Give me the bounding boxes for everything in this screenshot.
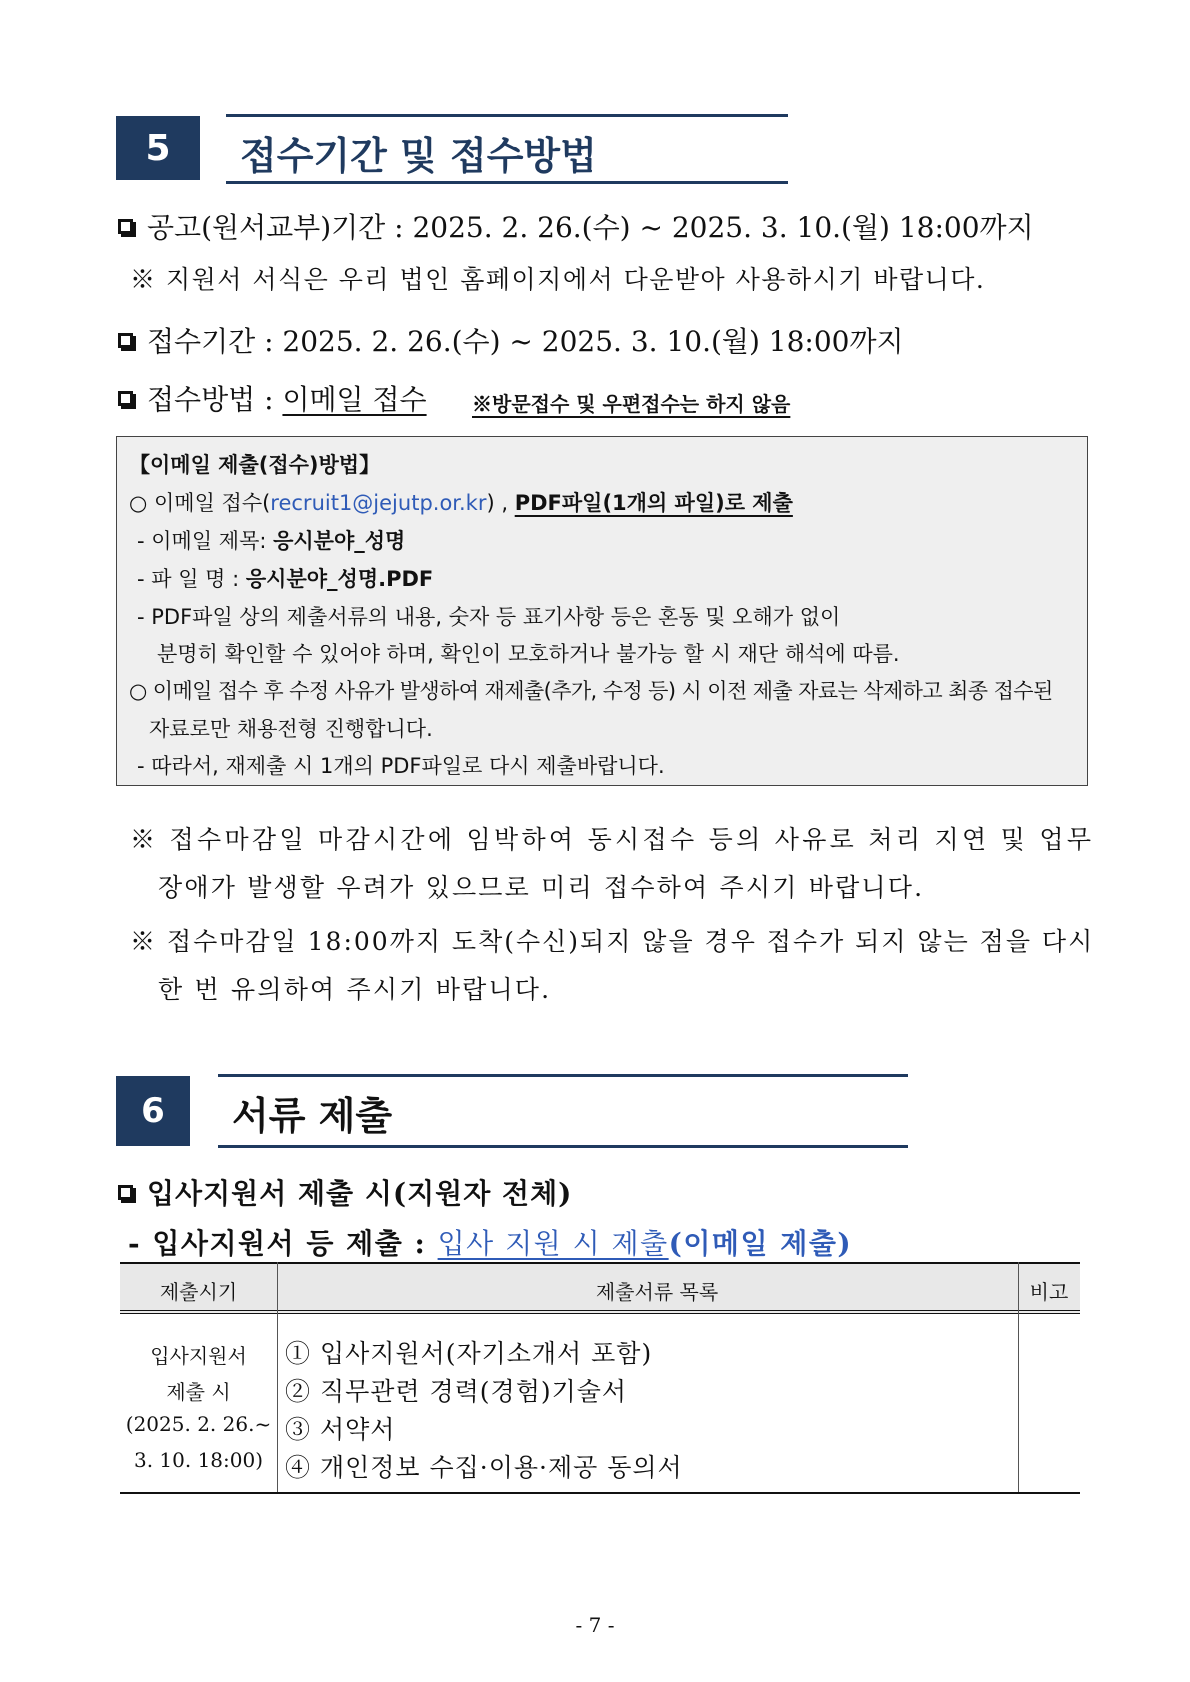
section-6-title-frame [218, 1074, 908, 1148]
header-remark: 비고 [1029, 1280, 1069, 1304]
timing-line-1: 입사지원서 [150, 1344, 247, 1368]
table-bottom-rule [120, 1492, 1080, 1494]
receipt-method-value: 이메일 접수 [282, 383, 427, 416]
table-header [120, 1262, 1080, 1314]
deadline-note-2b: 한 번 유의하여 주시기 바랍니다. [158, 975, 552, 1004]
header-timing: 제출시기 [159, 1280, 238, 1304]
header-documents: 제출서류 목록 [595, 1280, 719, 1304]
email-submission-box [116, 436, 1088, 786]
document-item: ④ 개인정보 수집·이용·제공 동의서 [285, 1453, 683, 1482]
submission-heading: 입사지원서 제출 시(지원자 전체) [118, 1172, 572, 1212]
pdf-single-file-note: PDF파일(1개의 파일)로 제출 [514, 491, 793, 515]
pdf-note-line-1: - PDF파일 상의 제출서류의 내용, 숫자 등 표기사항 등은 혼동 및 오해가 없이 [137, 605, 841, 629]
square-bullet-icon [118, 219, 133, 234]
announce-note: ※ 지원서 서식은 우리 법인 홈페이지에서 다운받아 사용하시기 바랍니다. [130, 265, 986, 294]
pdf-note-line-2: 분명히 확인할 수 있어야 하며, 확인이 모호하거나 불가능 할 시 재단 해석에 따름. [157, 642, 900, 666]
timing-line-4: 3. 10. 18:00) [133, 1448, 264, 1472]
deadline-note-1b: 장애가 발생할 우려가 있으므로 미리 접수하여 주시기 바랍니다. [158, 873, 925, 902]
document-item: ① 입사지원서(자기소개서 포함) [285, 1339, 653, 1368]
timing-line-3: (2025. 2. 26.~ [125, 1412, 272, 1436]
deadline-note-2a: ※ 접수마감일 18:00까지 도착(수신)되지 않을 경우 접수가 되지 않는 점을 다시 [130, 927, 1095, 956]
file-name-line: - 파 일 명 : 응시분야_성명.PDF [137, 567, 434, 591]
page-number: - 7 - [575, 1613, 615, 1637]
email-box-title: 【이메일 제출(접수)방법】 [129, 453, 381, 477]
square-bullet-icon [118, 391, 133, 406]
document-item: ② 직무관련 경력(경험)기술서 [285, 1377, 628, 1406]
email-address-link[interactable]: recruit1@jejutp.or.kr [270, 491, 487, 515]
receipt-period: 접수기간 : 2025. 2. 26.(수) ~ 2025. 3. 10.(월) 18:00까지 [118, 320, 904, 360]
square-bullet-icon [118, 333, 133, 348]
timing-line-2: 제출 시 [166, 1380, 231, 1404]
document-item: ③ 서약서 [285, 1415, 396, 1444]
submission-link[interactable]: 입사 지원 시 제출 [437, 1227, 669, 1260]
submission-subline: - 입사지원서 등 제출 : 입사 지원 시 제출(이메일 제출) [128, 1227, 853, 1260]
receipt-method: 접수방법 : 이메일 접수 [118, 378, 427, 418]
deadline-note-1a: ※ 접수마감일 마감시간에 임박하여 동시접수 등의 사유로 처리 지연 및 업무 [130, 825, 1095, 854]
resubmit-line-1: ○ 이메일 접수 후 수정 사유가 발생하여 재제출(추가, 수정 등) 시 이전 제출 자료는 삭제하고 최종 접수된 [129, 679, 1053, 703]
email-subject-line: - 이메일 제목: 응시분야_성명 [137, 529, 406, 553]
section-5-title-frame [226, 114, 788, 184]
receipt-method-note: ※방문접수 및 우편접수는 하지 않음 [472, 392, 791, 416]
announce-period: 공고(원서교부)기간 : 2025. 2. 26.(수) ~ 2025. 3. 10.(월) 18:00까지 [118, 206, 1034, 246]
square-bullet-icon [118, 1185, 133, 1200]
section-5-number: 5 [116, 116, 200, 180]
table-divider [1018, 1262, 1019, 1494]
email-address-line: ○ 이메일 접수(recruit1@jejutp.or.kr) , PDF파일(1개의 파일)로 제출 [129, 491, 793, 515]
section-6-number: 6 [116, 1076, 190, 1146]
table-divider [277, 1262, 278, 1494]
section-5-title: 접수기간 및 접수방법 [240, 134, 597, 178]
section-6-title: 서류 제출 [232, 1094, 393, 1138]
resubmit-line-2: 자료로만 채용전형 진행합니다. [149, 717, 433, 741]
resubmit-line-3: - 따라서, 재제출 시 1개의 PDF파일로 다시 제출바랍니다. [137, 754, 665, 778]
